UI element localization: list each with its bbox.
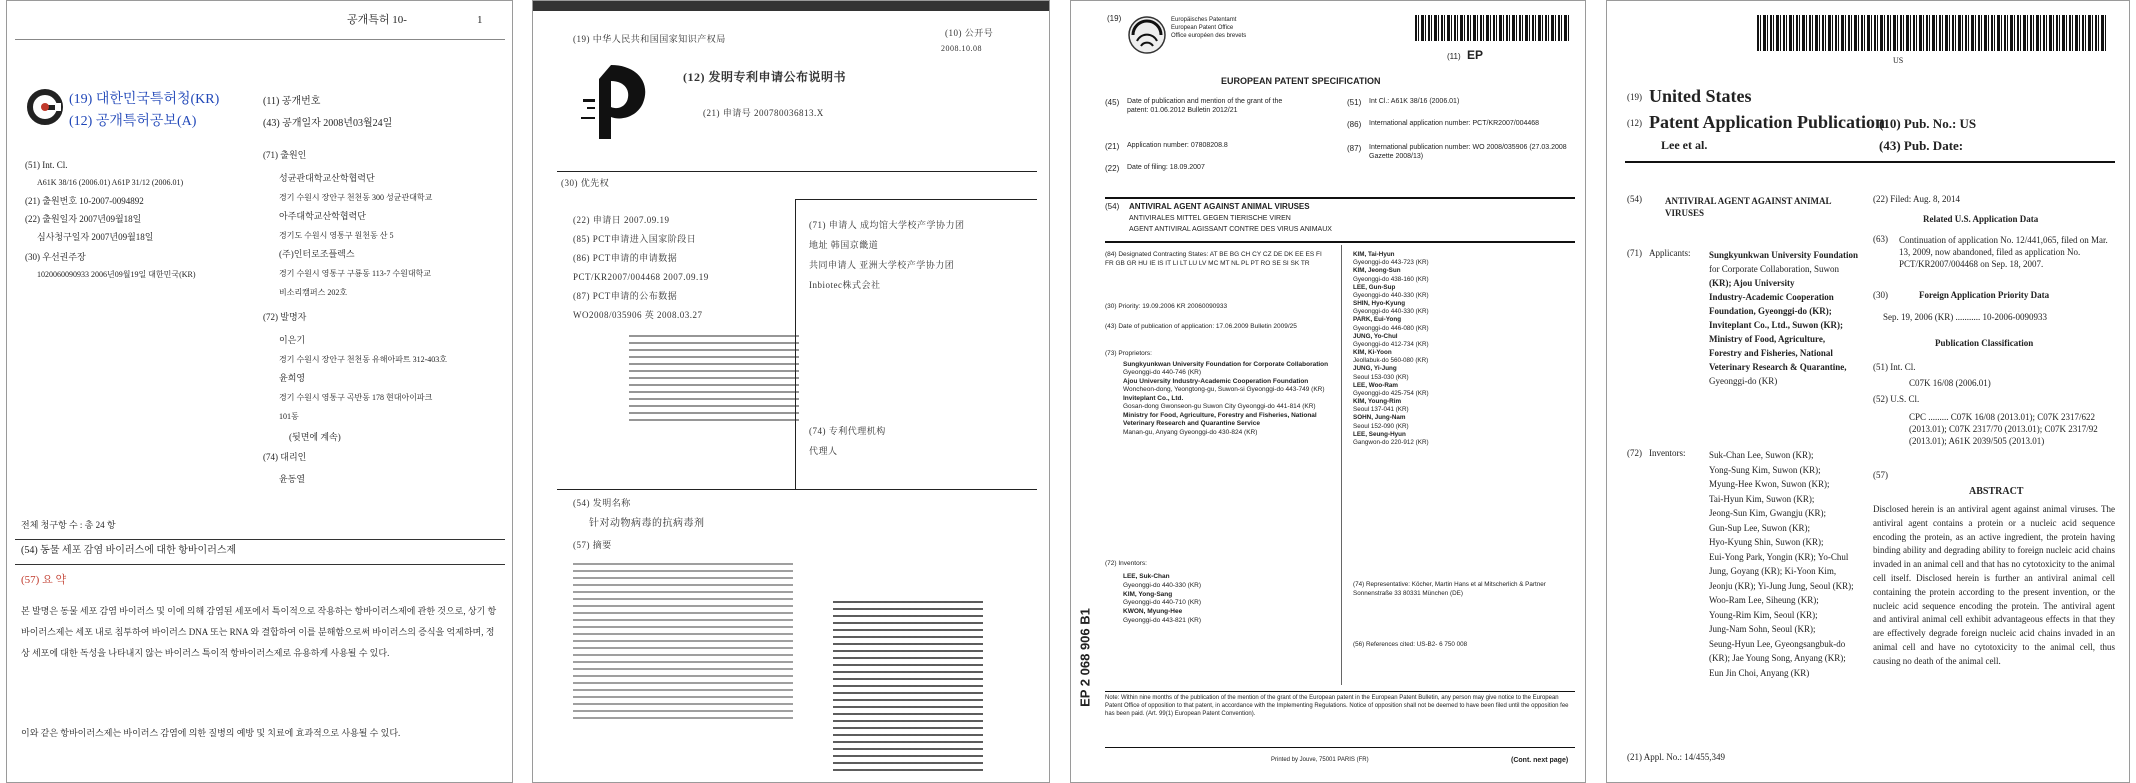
- applicant-line: Gyeonggi-do (KR): [1709, 376, 1778, 386]
- intl-class-value: C07K 16/08 (2006.01): [1909, 378, 1991, 388]
- pub-number-label: (10) 公开号: [945, 28, 994, 38]
- barcode-caption: US: [1893, 56, 1904, 65]
- inventors-list: [1709, 448, 1854, 680]
- applicant-line: 아주대학교산학협력단: [279, 211, 366, 221]
- intl-class-label: (51) Int. Cl.: [25, 160, 68, 170]
- title-en: ANTIVIRAL AGENT AGAINST ANIMAL VIRUSES: [1129, 202, 1310, 211]
- title-rule-top: [1105, 197, 1575, 199]
- field-text: Int Cl.: A61K 38/16 (2006.01): [1369, 98, 1460, 105]
- inventor-line: Myung-Hee Kwon, Suwon (KR);: [1709, 479, 1830, 489]
- filed-date: (22) Filed: Aug. 8, 2014: [1873, 194, 1960, 204]
- classification-heading: Publication Classification: [1935, 338, 2034, 348]
- bib-field: (85) PCT申请进入国家阶段日: [573, 234, 697, 244]
- designated-states: (84) Designated Contracting States: AT BE BG CH CY CZ DE DK EE ES FI FR GB GR HU IE IS IT LI LT LU LV MC MT NL PL PT RO SE SI SK TR: [1105, 251, 1322, 267]
- applicant-line: (KR); Ajou University: [1709, 278, 1795, 288]
- inventor-line: Seoul 137-041 (KR): [1353, 406, 1409, 414]
- right-box-top: [795, 199, 1037, 200]
- agent-line: (74) 专利代理机构: [809, 426, 886, 436]
- applicant-line: Forestry and Fisheries, National: [1709, 348, 1833, 358]
- publication-date: (43) Pub. Date:: [1879, 138, 1964, 153]
- field-code: (86): [1347, 120, 1362, 129]
- inventor-line: Jeollabuk-do 560-080 (KR): [1353, 357, 1429, 365]
- inventor-line: Jeonju (KR); Yi-Jung Jung, Seoul (KR);: [1709, 580, 1854, 591]
- field-54-code: (54): [1627, 194, 1642, 204]
- field-code: (21): [1105, 142, 1120, 151]
- barcode: [1415, 15, 1571, 41]
- inventor-line: Seung-Hyun Lee, Gyeongsangbuk-do: [1709, 638, 1846, 649]
- inventor-line: (KR); Jae Young Song, Anyang (KR);: [1709, 653, 1846, 663]
- title-de: ANTIVIRALES MITTEL GEGEN TIERISCHE VIREN: [1129, 215, 1291, 222]
- inventor-line: Gyeonggi-do 438-160 (KR): [1353, 275, 1429, 283]
- references-cited: (56) References cited: US-B2- 6 750 008: [1353, 641, 1468, 648]
- applicants-list: [1709, 248, 1858, 388]
- inventor-list-left: [1123, 573, 1333, 626]
- application-date: (22) 출원일자 2007년09월18일: [25, 214, 142, 224]
- country: United States: [1649, 86, 1752, 106]
- inventor-line: Gyeonggi-do 425-754 (KR): [1353, 389, 1429, 397]
- inventor-line: Gyeonggi-do 446-080 (KR): [1353, 324, 1429, 332]
- author: Lee et al.: [1661, 138, 1708, 152]
- applicant-line: Veterinary Research & Quarantine,: [1709, 362, 1847, 372]
- country-code: (19): [1627, 92, 1642, 102]
- inventor-line: Gyeonggi-do 412-734 (KR): [1353, 340, 1429, 348]
- bib-field: (22) 申请日 2007.09.19: [573, 215, 670, 225]
- title-rule-top: [15, 539, 505, 540]
- proprietor-line: Manan-gu, Anyang Gyeonggi-do 430-824 (KR): [1123, 428, 1258, 436]
- applicant-line: (71) 申请人 成均馆大学校产学协力团: [809, 220, 965, 230]
- continuation-note: (Cont. next page): [1511, 757, 1569, 764]
- inventor-line: SHIN, Hyo-Kyung: [1353, 300, 1406, 308]
- priority-data: Sep. 19, 2006 (KR) ........... 10-2006-0090933: [1883, 312, 2047, 322]
- bibliographic-fields: [573, 211, 709, 325]
- agent-block: [809, 421, 886, 461]
- inventor-line: Young-Rim Kim, Seoul (KR);: [1709, 609, 1818, 620]
- printer: Printed by Jouve, 75001 PARIS (FR): [1271, 757, 1369, 763]
- abstract-divider: [557, 489, 1037, 490]
- field-text: Date of publication and mention of the grant of the patent: 01.06.2012 Bulletin 2012/21: [1127, 98, 1283, 115]
- inventor-line: Gangwon-do 220-912 (KR): [1353, 438, 1429, 446]
- pub-title-code: (12): [1627, 118, 1642, 128]
- applicant-list: [279, 169, 432, 302]
- inventor-list-right: [1353, 251, 1563, 447]
- publication-date: (43) 공개일자 2008년03월24일: [263, 118, 393, 129]
- claims-count: 전체 청구항 수 : 총 24 항: [21, 520, 116, 530]
- proprietor-line: Gyeonggi-do 440-746 (KR): [1123, 369, 1202, 377]
- barcode: [1757, 15, 2107, 51]
- priority-label: (30) 优先权: [561, 178, 610, 188]
- representative: (74) Representative: Köcher, Martin Hans et al Mitscherlich & Partner Sonnenstraße 33 80331 München (DE): [1353, 581, 1546, 597]
- vertical-patent-id: EP 2 068 906 B1: [1077, 608, 1093, 707]
- publication-number: (11) 공개번호: [263, 96, 321, 107]
- inventor-line: 101동: [279, 412, 299, 421]
- inventor-line: PARK, Eui-Yong: [1353, 316, 1402, 324]
- inventor-line: Eun Jin Choi, Anyang (KR): [1709, 667, 1810, 678]
- applicant-line: for Corporate Collaboration, Suwon: [1709, 264, 1839, 274]
- chinese-patent-page: [532, 0, 1050, 783]
- abstract-text: Disclosed herein is an antiviral agent against animal viruses. The antiviral agent contains a protein or a nucleic acid sequence encoding the protein, as an active ingredient, the protein having binding ability and degrading ability to foreign nucleic acid chains invaded in an animal cell and that has no cytotoxicity to the animal cell itself. Disclosed herein is further an antiviral animal cell containing the protein according to the present invention, or the nucleic acid sequence encoding the protein. The antiviral agent and antiviral animal cell exhibit advantageous effects in that they are effectively degrade foreign nucleic acid chains invaded in an animal cell and have no cytotoxicity to the animal cell, thus causing no death of the animal cell.: [1873, 504, 2115, 666]
- inventor-line: LEE, Suk-Chan: [1123, 573, 1170, 580]
- proprietor-line: Gosan-dong Gwonseon-gu Suwon City Gyeonggi-do 441-814 (KR): [1123, 403, 1316, 411]
- office-name: Europäisches Patentamt European Patent Office Office européen des brevets: [1171, 17, 1247, 39]
- applicant-line: 共同申请人 亚洲大学校产学协力团: [809, 260, 955, 270]
- inventor-continued: (뒷면에 계속): [289, 432, 341, 442]
- inventor-list: [279, 331, 447, 426]
- applicant-line: Industry-Academic Cooperation: [1709, 292, 1834, 302]
- inventor-line: Gyeonggi-do 440-330 (KR): [1123, 581, 1202, 589]
- inventor-line: Tai-Hyun Kim, Suwon (KR);: [1709, 493, 1815, 504]
- kind-code: (11): [1447, 52, 1461, 61]
- inventor-line: Jung, Goyang (KR); Ki-Yoon Kim,: [1709, 566, 1837, 576]
- title-fr: AGENT ANTIVIRAL AGISSANT CONTRE DES VIRUS ANIMAUX: [1129, 226, 1332, 233]
- publication-type: (12) 공개특허공보(A): [69, 114, 197, 129]
- opposition-note: Note: Within nine months of the publication of the mention of the grant of the European patent in the European Patent Bulletin, any person may give notice to the European Patent Office of opposition to that patent, in accordance with the Implementing Regulations. Notice of opposition shall not be deemed to have been filed until the opposition fee has been paid. (Art. 99(1) European Patent Convention).: [1105, 695, 1569, 717]
- note-rule: [1105, 691, 1575, 692]
- inventor-line: SOHN, Jung-Nam: [1353, 414, 1406, 422]
- applicants-label: Applicants:: [1649, 248, 1691, 258]
- spec-title: EUROPEAN PATENT SPECIFICATION: [1221, 76, 1381, 86]
- scan-top-edge: [533, 1, 1050, 11]
- field-code: (51): [1347, 98, 1362, 107]
- field-30-code: (30): [1873, 290, 1888, 300]
- proprietor-line: Sungkyunkwan University Foundation for Corporate Collaboration: [1123, 361, 1329, 368]
- field-code: (87): [1347, 144, 1362, 153]
- field-71-code: (71): [1627, 248, 1642, 258]
- applicant-block: [809, 215, 965, 295]
- priority: (30) Priority: 19.09.2006 KR 20060090933: [1105, 303, 1228, 310]
- field-text: International application number: PCT/KR2007/004468: [1369, 120, 1540, 127]
- field-72-code: (72): [1627, 448, 1642, 458]
- european-patent-page: [1070, 0, 1586, 783]
- kind: EP: [1467, 48, 1484, 62]
- proprietor-list: [1123, 361, 1333, 437]
- abstract-heading: ABSTRACT: [1969, 486, 2024, 497]
- proprietor-line: Woncheon-dong, Yeongtong-gu, Suwon-si Gyeonggi-do 443-749 (KR): [1123, 386, 1325, 394]
- inventor-line: Jung-Nam Sohn, Seoul (KR);: [1709, 624, 1816, 634]
- cnipa-logo-icon: [581, 59, 655, 143]
- inventor-line: Jeong-Sun Kim, Gwangju (KR);: [1709, 508, 1826, 518]
- office-header: (19) 中华人民共和国国家知识产权局: [573, 34, 726, 44]
- abstract-text-2: 이와 같은 항바이러스제는 바이러스 감염에 의한 질병의 예방 및 치료에 효과적으로 사용될 수 있다.: [21, 728, 401, 738]
- inventor-line: Woo-Ram Lee, Siheung (KR);: [1709, 595, 1819, 605]
- inventor-line: KIM, Ki-Yoon: [1353, 349, 1392, 357]
- inventor-line: 이은기: [279, 335, 306, 345]
- corner-mark: 1: [477, 14, 483, 26]
- publication-of-application: (43) Date of publication of application: 17.06.2009 Bulletin 2009/25: [1105, 323, 1297, 330]
- inventor-line: Seoul 152-090 (KR): [1353, 422, 1409, 430]
- page-marker: 공개특허 10-: [347, 14, 407, 26]
- applicant-line: 경기도 수원시 영통구 원천동 산 5: [279, 231, 394, 240]
- priority-value: 1020060090933 2006년09월19일 대한민국(KR): [37, 270, 196, 279]
- inventor-line: Suk-Chan Lee, Suwon (KR);: [1709, 450, 1814, 460]
- applicant-line: Ministry of Food, Agriculture,: [1709, 334, 1826, 344]
- applicant-label: (71) 출원인: [263, 150, 307, 160]
- applicant-line: Sungkyunkwan University Foundation: [1709, 250, 1859, 260]
- application-number: (21) 申请号 200780036813.X: [703, 108, 824, 118]
- application-number: (21) Appl. No.: 14/455,349: [1627, 752, 1725, 762]
- inventor-line: Gyeonggi-do 440-330 (KR): [1353, 291, 1429, 299]
- inventor-line: Eui-Yong Park, Yongin (KR); Yo-Chul: [1709, 551, 1849, 562]
- inventor-line: Seoul 153-030 (KR): [1353, 373, 1409, 381]
- applicant-line: 경기 수원시 장안구 천천동 300 성균관대학교: [279, 193, 433, 202]
- inventor-line: Gun-Sup Lee, Suwon (KR);: [1709, 522, 1810, 533]
- bib-field: (87) PCT申请的公布数据: [573, 291, 678, 301]
- field-text: Application number: 07808208.8: [1127, 142, 1228, 149]
- structure-figure: [833, 601, 983, 771]
- inventor-label: (72) 발명자: [263, 312, 307, 322]
- inventor-line: Gyeonggi-do 443-723 (KR): [1353, 259, 1429, 267]
- applicant-line: 경기 수원시 영통구 구룡동 113-7 수원대학교: [279, 269, 432, 278]
- header-rule: [1625, 161, 2115, 163]
- field-57-code: (57): [1873, 470, 1888, 480]
- column-divider: [795, 199, 796, 489]
- title-rule-bottom: [1105, 241, 1575, 243]
- related-data-heading: Related U.S. Application Data: [1923, 214, 2039, 224]
- abstract-label: (57) 摘要: [573, 540, 612, 550]
- abstract-text: 본 발명은 동물 세포 감염 바이러스 및 이에 의해 감염된 세포에서 특이적으로 작용하는 항바이러스제에 관한 것으로, 상기 항바이러스제는 세포 내로 침투하여 바이러스 DNA 또는 RNA 와 결합하여 이를 분해함으로써 바이러스의 증식을 억제하며, 정상 세포에 대한 독성을 나타내지 않는 바이러스 특이적 항바이러스제로 유용하게 사용될 수 있다.: [21, 606, 497, 658]
- agent-value: 윤동열: [279, 474, 306, 484]
- bib-field: PCT/KR2007/004468 2007.09.19: [573, 272, 709, 282]
- epo-logo-icon: [1127, 15, 1167, 55]
- applicant-line: Inbiotec株式会社: [809, 280, 881, 290]
- inventor-line: JUNG, Yi-Jung: [1353, 365, 1397, 373]
- field-63-code: (63): [1873, 234, 1888, 244]
- intl-class-value: A61K 38/16 (2006.01) A61P 31/12 (2006.01): [37, 178, 184, 187]
- examination-date: 심사청구일자 2007년09월18일: [37, 232, 154, 242]
- column-divider: [1341, 245, 1342, 685]
- abstract-scan-text: [573, 559, 793, 719]
- continuation-text: Continuation of application No. 12/441,065, filed on Mar. 13, 2009, now abandoned, filed as application No. PCT/KR2007/004468 on Sep. 18, 2007.: [1899, 235, 2108, 270]
- inventor-line: KIM, Young-Rim: [1353, 398, 1402, 406]
- inventor-line: LEE, Seung-Hyun: [1353, 430, 1406, 438]
- proprietors-label: (73) Proprietors:: [1105, 350, 1152, 357]
- applicant-line: 성균관대학교산학협력단: [279, 173, 375, 183]
- us-class-value: CPC ......... C07K 16/08 (2013.01); C07K 2317/622 (2013.01); C07K 2317/70 (2013.01); C07K 2317/92 (2013.01); A61K 2039/505 (2013.01): [1909, 412, 2098, 447]
- invention-title: (54) 동물 세포 감염 바이러스에 대한 항바이러스제: [21, 545, 237, 556]
- priority-heading: Foreign Application Priority Data: [1919, 290, 2050, 300]
- invention-title: ANTIVIRAL AGENT AGAINST ANIMAL VIRUSES: [1665, 196, 1831, 219]
- field-text: International publication number: WO 2008/035906 (27.03.2008 Gazette 2008/13): [1369, 144, 1567, 161]
- korean-patent-page: [6, 0, 513, 783]
- inventors-label: Inventors:: [1649, 448, 1686, 458]
- us-patent-page: [1606, 0, 2130, 783]
- footer-rule: [1105, 747, 1575, 748]
- applicant-line: Foundation, Gyeonggi-do (KR);: [1709, 306, 1832, 316]
- office-name: (19) 대한민국특허청(KR): [69, 92, 220, 107]
- application-number: (21) 출원번호 10-2007-0094892: [25, 196, 144, 206]
- bib-field: (86) PCT申请的申请数据: [573, 253, 678, 263]
- bib-field: WO2008/035906 英 2008.03.27: [573, 310, 703, 320]
- title-code: (54): [1105, 202, 1120, 211]
- inventor-line: KIM, Yong-Sang: [1123, 590, 1173, 598]
- applicant-line: (주)인터로조플렉스: [279, 249, 355, 259]
- inventor-line: Yong-Sung Kim, Suwon (KR);: [1709, 464, 1821, 475]
- field-text: Date of filing: 18.09.2007: [1127, 164, 1205, 171]
- field-code: (45): [1105, 98, 1120, 107]
- inventor-line: 경기 수원시 장안구 천천동 유해아파트 312-403호: [279, 355, 448, 364]
- title-rule-bottom: [15, 564, 505, 565]
- proprietor-line: Inviteplant Co., Ltd.: [1123, 394, 1184, 402]
- abstract-label: (57) 요 약: [21, 574, 67, 586]
- proprietor-line: Ministry for Food, Agriculture, Forestry and Fisheries, National Veterinary Research and Quarantine Service: [1123, 411, 1317, 428]
- intl-class-label: (51) Int. Cl.: [1873, 362, 1916, 372]
- document-title: (12) 发明专利申请公布说明书: [683, 70, 846, 84]
- inventor-line: JUNG, Yo-Chul: [1353, 332, 1398, 340]
- pub-date: 2008.10.08: [941, 44, 982, 53]
- agent-line: 代理人: [809, 446, 838, 456]
- invention-title: 针对动物病毒的抗病毒剂: [589, 518, 705, 529]
- publication-title: Patent Application Publication: [1649, 112, 1886, 132]
- inventor-line: 경기 수원시 영통구 곡반동 178 현대아이파크: [279, 393, 433, 402]
- inventor-line: KIM, Jeong-Sun: [1353, 267, 1401, 275]
- agent-label: (74) 대리인: [263, 452, 307, 462]
- inventor-line: LEE, Woo-Ram: [1353, 381, 1399, 389]
- applicant-line: 비소리캠퍼스 202호: [279, 288, 348, 297]
- kipo-logo-icon: [27, 89, 63, 125]
- applicant-line: Inviteplant Co., Ltd., Suwon (KR);: [1709, 320, 1844, 330]
- header-divider: [557, 171, 1037, 172]
- inventor-line: Gyeonggi-do 443-821 (KR): [1123, 616, 1202, 624]
- priority-label: (30) 우선권주장: [25, 252, 86, 262]
- title-label: (54) 发明名称: [573, 498, 631, 508]
- header-rule: [15, 39, 505, 40]
- applicant-line: 地址 韩国京畿道: [809, 240, 879, 250]
- inventor-line: KWON, Myung-Hee: [1123, 608, 1183, 616]
- inventor-line: Hyo-Kyung Shin, Suwon (KR);: [1709, 537, 1824, 547]
- us-class-label: (52) U.S. Cl.: [1873, 394, 1920, 404]
- publication-number: (10) Pub. No.: US: [1879, 116, 1977, 131]
- office-code: (19): [1107, 14, 1122, 23]
- inventors-label: (72) Inventors:: [1105, 560, 1147, 567]
- vertical-id-box: [1075, 561, 1099, 761]
- proprietor-line: Ajou University Industry-Academic Cooperation Foundation: [1123, 377, 1309, 385]
- inventor-line: Gyeonggi-do 440-710 (KR): [1123, 599, 1202, 607]
- inventor-line: KIM, Tai-Hyun: [1353, 251, 1395, 258]
- field-code: (22): [1105, 164, 1120, 173]
- scan-noise: [629, 331, 799, 421]
- inventor-line: LEE, Gun-Sup: [1353, 283, 1396, 291]
- inventor-line: Gyeonggi-do 440-330 (KR): [1353, 308, 1429, 316]
- inventor-line: 윤희영: [279, 373, 306, 383]
